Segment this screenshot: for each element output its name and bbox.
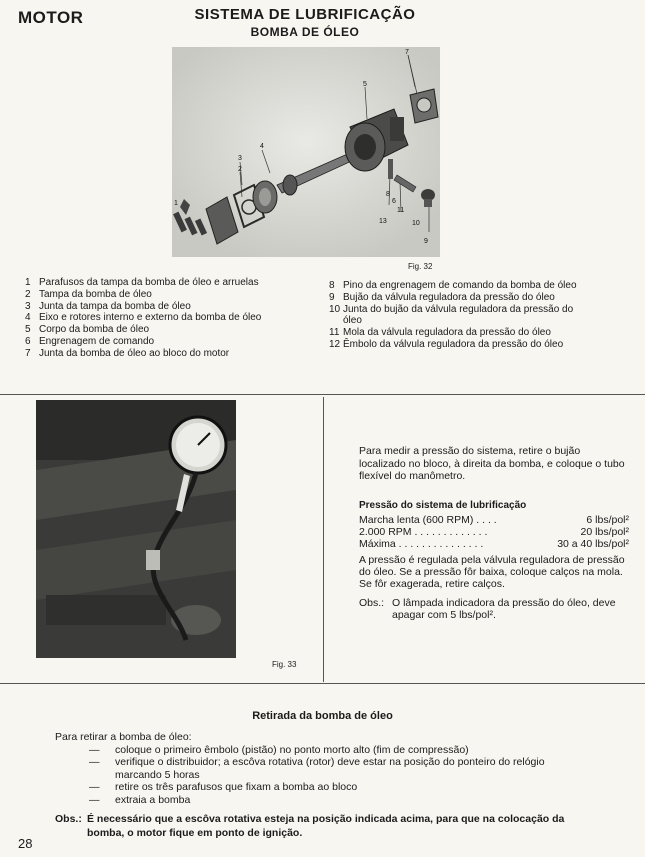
list-item: 8 Pino da engrenagem de comando da bomba de óleo xyxy=(329,280,577,291)
removal-obs: Obs.: É necessário que a escôva rotativa esteja na posição indicada acima, para que na colocação da bomba, o motor fique em ponto de ignição. xyxy=(55,813,565,839)
list-item: 12 Êmbolo da válvula reguladora da pressão do óleo xyxy=(329,338,564,350)
svg-text:3: 3 xyxy=(238,155,242,162)
list-item: — extraia a bomba xyxy=(89,793,191,806)
list-item: 3 Junta da tampa da bomba de óleo xyxy=(25,300,191,312)
pressure-intro: Para medir a pressão do sistema, retire o bujão localizado no bloco, à direita da bomba, e coloque o tubo flexível do manômetro. xyxy=(359,445,625,482)
svg-text:4: 4 xyxy=(260,143,264,150)
parts-list-left xyxy=(25,277,295,360)
list-item: 7 Junta da bomba de óleo ao bloco do motor xyxy=(25,347,230,359)
svg-text:5: 5 xyxy=(363,81,367,88)
spec-row: Máxima . . . . . . . . . . . . . . . 30 a 40 lbs/pol² xyxy=(359,538,629,550)
page-title: SISTEMA DE LUBRIFICAÇÃO xyxy=(194,6,416,23)
svg-text:6: 6 xyxy=(392,198,396,205)
page-subtitle: BOMBA DE ÓLEO xyxy=(250,25,360,39)
svg-text:8: 8 xyxy=(386,191,390,198)
removal-title: Retirada da bomba de óleo xyxy=(252,710,393,722)
svg-text:1: 1 xyxy=(174,200,178,207)
column-divider xyxy=(323,397,324,682)
list-item: 2 Tampa da bomba de óleo xyxy=(25,288,152,300)
spec-row: 2.000 RPM . . . . . . . . . . . . . 20 lbs/pol² xyxy=(359,526,629,538)
list-item: — coloque o primeiro êmbolo (pistão) no ponto morto alto (fim de compressão) xyxy=(89,743,469,756)
pressure-title: Pressão do sistema de lubrificação xyxy=(359,500,527,511)
spec-row: Marcha lenta (600 RPM) . . . . 6 lbs/pol² xyxy=(359,514,629,526)
divider xyxy=(0,683,645,684)
list-item: 4 Eixo e rotores interno e externo da bomba de óleo xyxy=(25,312,262,324)
exploded-view-figure xyxy=(172,47,440,257)
divider xyxy=(0,394,645,395)
svg-text:11: 11 xyxy=(397,207,405,214)
svg-text:10: 10 xyxy=(412,220,420,227)
list-item: 9 Bujão da válvula reguladora da pressão do óleo xyxy=(329,291,555,303)
svg-text:9: 9 xyxy=(424,238,428,245)
parts-list-right xyxy=(329,280,594,351)
removal-intro: Para retirar a bomba de óleo: xyxy=(55,731,192,743)
section-tag: MOTOR xyxy=(18,8,84,27)
pressure-note: A pressão é regulada pela válvula reguladora de pressão do óleo. Se a pressão fôr baixa, coloque calços na mola. Se fôr exagerada, retire calços. xyxy=(359,554,625,590)
removal-steps xyxy=(55,731,575,806)
svg-text:7: 7 xyxy=(405,49,409,56)
list-item: 5 Corpo da bomba de óleo xyxy=(25,324,150,336)
svg-text:13: 13 xyxy=(379,218,387,225)
figure-33-label: Fig. 33 xyxy=(272,660,297,669)
figure-32-label: Fig. 32 xyxy=(408,262,433,271)
list-item: — verifique o distribuidor; a escôva rotativa (rotor) deve estar na posição do ponteiro do relógio marcando 5 horas xyxy=(89,756,545,781)
list-item: 11 Mola da válvula reguladora da pressão do óleo xyxy=(329,327,551,339)
pressure-obs: Obs.: O lâmpada indicadora da pressão do óleo, deve apagar com 5 lbs/pol². xyxy=(359,597,616,621)
pressure-gauge-photo xyxy=(36,400,236,658)
svg-text:2: 2 xyxy=(238,166,242,173)
list-item: 6 Engrenagem de comando xyxy=(25,335,155,347)
list-item: 10 Junta do bujão da válvula reguladora da pressão do óleo xyxy=(329,303,574,327)
list-item: — retire os três parafusos que fixam a bomba ao bloco xyxy=(89,781,358,793)
page-number: 28 xyxy=(18,836,33,851)
list-item: 1 Parafusos da tampa da bomba de óleo e arruelas xyxy=(25,277,259,288)
